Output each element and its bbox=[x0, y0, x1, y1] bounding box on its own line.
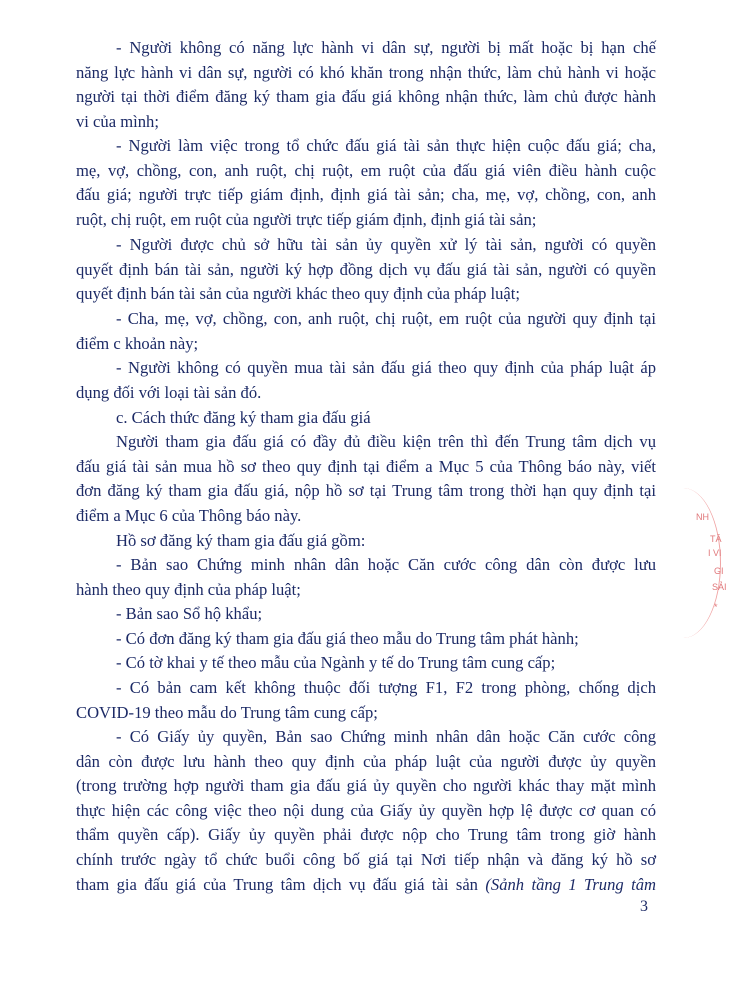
text-line: thẩm quyền cấp). Giấy ủy quyền phải được nộp cho Trung tâm trong giờ hành bbox=[76, 825, 656, 845]
text-line: - Có tờ khai y tế theo mẫu của Ngành y tế do Trung tâm cung cấp; bbox=[116, 653, 556, 672]
text-line: vi của mình; bbox=[76, 111, 159, 131]
text-line bbox=[76, 873, 656, 898]
text-line: điểm a Mục 6 của Thông báo này. bbox=[76, 505, 302, 525]
paragraph bbox=[76, 307, 656, 356]
text-line: quyết định bán tài sản của người khác theo quy định của pháp luật; bbox=[76, 284, 521, 304]
paragraph bbox=[76, 356, 656, 405]
paragraph bbox=[76, 553, 656, 602]
stamp-text: I VI bbox=[708, 548, 722, 558]
stamp-text: TÂ bbox=[710, 534, 722, 544]
text-line: quyết định bán tài sản, người ký hợp đồng dịch vụ đấu giá tài sản, người có quyền bbox=[76, 259, 656, 279]
text-line: - Người không có quyền mua tài sản đấu giá theo quy định của pháp luật áp bbox=[116, 358, 656, 377]
text-line: - Người không có năng lực hành vi dân sự, người bị mất hoặc bị hạn chế bbox=[116, 38, 656, 57]
text-line: hành theo quy định của pháp luật; bbox=[76, 579, 301, 599]
page-number: 3 bbox=[640, 898, 648, 915]
text-line: COVID-19 theo mẫu do Trung tâm cung cấp; bbox=[76, 702, 378, 722]
text-line: - Có đơn đăng ký tham gia đấu giá theo mẫu do Trung tâm phát hành; bbox=[116, 629, 579, 648]
paragraph bbox=[76, 529, 656, 554]
paragraph bbox=[76, 602, 656, 627]
paragraph bbox=[76, 627, 656, 652]
text-line: (trong trường hợp người tham gia đấu giá ủy quyền cho người khác thay mặt mình bbox=[76, 776, 656, 796]
text-line: - Bản sao Sổ hộ khẩu; bbox=[116, 604, 263, 623]
paragraph bbox=[76, 651, 656, 676]
text-line: năng lực hành vi dân sự, người có khó khăn trong nhận thức, làm chủ hành vi hoặc bbox=[76, 62, 656, 82]
paragraph bbox=[76, 430, 656, 528]
text-line: dân còn được lưu hành theo quy định của pháp luật của người được ủy quyền bbox=[76, 751, 656, 771]
stamp-text: SẢI bbox=[712, 582, 727, 592]
stamp-text: GI bbox=[714, 566, 724, 576]
text-line: - Người được chủ sở hữu tài sản ủy quyền xử lý tài sản, người có quyền bbox=[116, 235, 656, 254]
paragraph bbox=[76, 134, 656, 232]
text-line: điểm c khoản này; bbox=[76, 333, 199, 353]
text-segment: tham gia đấu giá của Trung tâm dịch vụ đấu giá tài sản bbox=[76, 874, 478, 894]
text-line: thực hiện các công việc theo nội dung của Giấy ủy quyền hợp lệ được cơ quan có bbox=[76, 800, 656, 820]
paragraph bbox=[76, 36, 656, 134]
text-line: - Có bản cam kết không thuộc đối tượng F1, F2 trong phòng, chống dịch bbox=[116, 678, 656, 697]
text-line: mẹ, vợ, chồng, con, anh ruột, chị ruột, em ruột của đấu giá viên điều hành cuộc bbox=[76, 160, 656, 180]
text-line: đơn đăng ký tham gia đấu giá, nộp hồ sơ tại Trung tâm trong thời hạn quy định tại bbox=[76, 481, 656, 501]
text-line: - Người làm việc trong tổ chức đấu giá tài sản thực hiện cuộc đấu giá; cha, bbox=[116, 136, 656, 155]
text-line: - Bản sao Chứng minh nhân dân hoặc Căn cước công dân còn được lưu bbox=[116, 555, 656, 574]
text-line: Người tham gia đấu giá có đầy đủ điều kiện trên thì đến Trung tâm dịch vụ bbox=[116, 432, 656, 451]
text-line: - Cha, mẹ, vợ, chồng, con, anh ruột, chị ruột, em ruột của người quy định tại bbox=[116, 309, 656, 328]
paragraph bbox=[76, 676, 656, 725]
italic-text-segment: (Sảnh tầng 1 Trung tâm bbox=[485, 874, 656, 894]
stamp-text: * bbox=[714, 602, 718, 612]
text-line: ruột, chị ruột, em ruột của người trực tiếp giám định, định giá tài sản; bbox=[76, 209, 537, 229]
text-line: - Có Giấy ủy quyền, Bản sao Chứng minh nhân dân hoặc Căn cước công bbox=[116, 727, 656, 746]
text-line: chính trước ngày tổ chức buổi công bố giá tại Nơi tiếp nhận và đăng ký hồ sơ bbox=[76, 849, 656, 869]
paragraph bbox=[76, 725, 656, 897]
text-line: c. Cách thức đăng ký tham gia đấu giá bbox=[116, 408, 371, 427]
paragraph bbox=[76, 233, 656, 307]
stamp-text: NH bbox=[696, 512, 709, 522]
red-stamp-partial bbox=[676, 492, 730, 642]
text-line: Hồ sơ đăng ký tham gia đấu giá gồm: bbox=[116, 531, 366, 550]
text-line: đấu giá tài sản mua hồ sơ theo quy định tại điểm a Mục 5 của Thông báo này, viết bbox=[76, 456, 656, 476]
text-line: người tại thời điểm đăng ký tham gia đấu giá không nhận thức, làm chủ được hành bbox=[76, 87, 656, 107]
paragraph bbox=[76, 406, 656, 431]
text-line: đấu giá; người trực tiếp giám định, định giá tài sản; cha, mẹ, vợ, chồng, con, anh bbox=[76, 185, 656, 205]
text-line: dụng đối với loại tài sản đó. bbox=[76, 382, 262, 402]
